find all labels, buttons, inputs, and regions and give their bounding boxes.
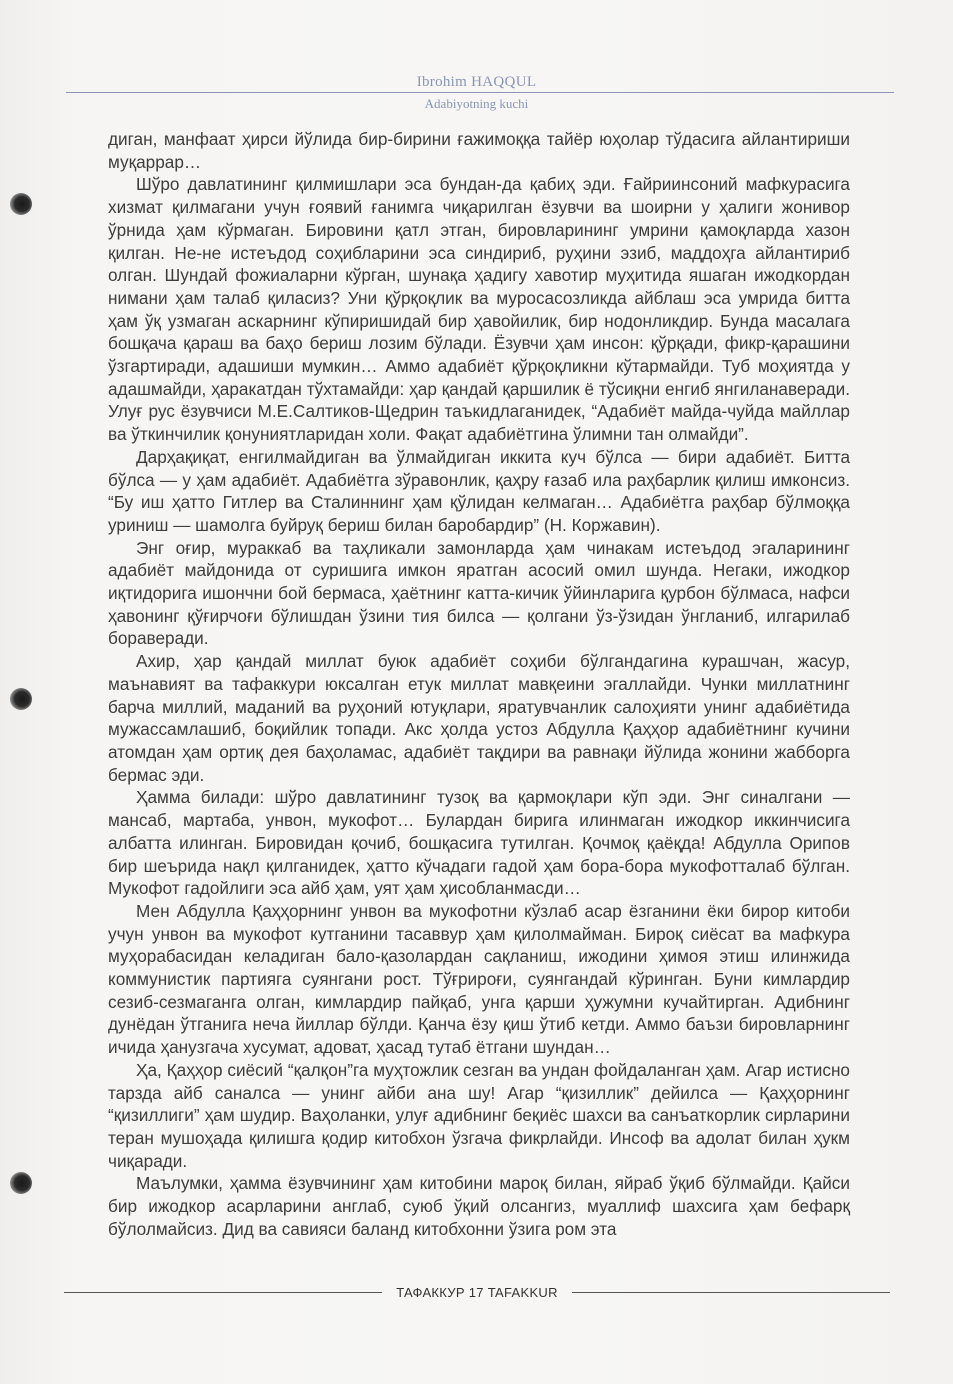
article-body [108, 128, 850, 1240]
footer-rule-left [64, 1292, 382, 1293]
paragraph: Маълумки, ҳамма ёзувчининг ҳам китобини мароқ билан, яйраб ўқиб бўлмайди. Қайси бир ижодкор асарларини англаб, суюб ўқий олсангиз, муаллиф шахсига ҳам бефарқ бўлолмайсиз. Дид ва савияси баланд китобхонни ўзига ром эта [108, 1173, 850, 1239]
footer-label [382, 1285, 572, 1300]
paragraph: Дарҳақиқат, енгилмайдиган ва ўлмайдиган иккита куч бўлса — бири адабиёт. Битта бўлса — у ҳам адабиёт. Адабиётга зўравонлик, қаҳру ғазаб ила раҳбарлик қилиш имконсиз. “Бу иш ҳатто Гитлер ва Сталиннинг ҳам қўлидан келмаган… Адабиётга раҳбар бўлмоққа уриниш — шамолга буйруқ бериш билан баробардир” (Н. Коржавин). [108, 446, 850, 535]
header-author: Ibrohim HAQQUL [416, 74, 537, 90]
punch-hole [10, 688, 32, 710]
footer-rule-right [572, 1292, 890, 1293]
punch-hole [10, 193, 32, 215]
header-divider [66, 92, 894, 93]
paragraph: Энг оғир, мураккаб ва таҳликали замонларда ҳам чинакам истеъдод эгаларининг адабиёт майдонида от суришига имкон яратган асосий омил шунда. Негаки, ижодкор иқтидорига ишончни бой бермаса, ҳаётнинг катта-кичик ўйинларига қурбон бўлмаса, нафси ҳавонинг қўғирчоғи бўлишдан ўзини тия билса — қолгани ўз-ўзидан ўнгланиб, илгарилаб бораверади. [108, 537, 850, 649]
punch-hole [10, 1172, 32, 1194]
footer-magazine-cyrillic: ТАФАККУР [396, 1284, 465, 1300]
paragraph: Шўро давлатининг қилмишлари эса бундан-да қабиҳ эди. Ғайриинсоний мафкурасига хизмат қилмагани учун ғоявий ғанимга чиқарилган ёзувчи ва шоирни у ҳалиги жонивор ўрнида ҳам кўрмаган. Бировини қатл этган, бировларининг умрини қамоқларда хазон қилган. Не-не истеъдод соҳибларини эса синдириб, руҳини эзиб, маддоҳга айлантириб олган. Шундай фожиаларни кўрган, шунақа ҳадигу хавотир муҳитида яшаган ижодкордан нимани ҳам талаб қиласиз? Уни қўрқоқлик ва муросасозликда айблаш эса умрида битта ҳам ўқ узмаган аскарнинг кўпиришидай бир ҳавойилик, бир нодонликдир. Бунда масалага бошқача қараш ва баҳо бериш лозим бўлади. Ёзувчи ҳам инсон: қўрқади, фикр-қарашини ўзгартиради, адашиши мумкин… Аммо адабиёт қўрқоқликни кўтармайди. Туб моҳиятда у адашмайди, ҳаракатдан тўхтамайди: ҳар қандай қаршилик ё тўсиқни енгиб янгиланаверади. Улуғ рус ёзувчиси М.Е.Салтиков-Щедрин таъкидлаганидек, “Адабиёт майда-чуйда майллар ва ўткинчилик қонуниятларидан холи. Фақат адабиётгина ўлимни тан олмайди”. [108, 174, 850, 445]
page-footer [64, 1283, 890, 1301]
header-article-title: Adabiyotning kuchi [424, 96, 529, 111]
paragraph: Ҳа, Қаҳҳор сиёсий “қалқон”га муҳтожлик сезган ва ундан фойдаланган ҳам. Агар истисно тарзда айб саналса — унинг айби ана шу! Агар “қизиллик” дейилса — Қаҳҳорнинг “қизиллиги” ҳам шудир. Ваҳоланки, улуғ адибнинг беқиёс шахси ва санъаткорлик сирларини теран мушоҳада қилишга қодир китобхон ўзгача фикрлайди. Инсоф ва адолат билан ҳукм чиқаради. [108, 1059, 850, 1171]
page-number: 17 [468, 1284, 484, 1300]
paragraph: Мен Абдулла Қаҳҳорнинг унвон ва мукофотни кўзлаб асар ёзганини ёки бирор китоби учун унвон ва мукофот кутганини тасаввур ҳам қилолмайман. Бироқ сиёсат ва мафкура муҳорабасидан келадиган бало-қазолардан сақланиш, ижодини ҳимоя этиш илинжида коммунистик партияга суянгани рост. Тўғрироғи, суянгандай кўринган. Буни кимлардир сезиб-сезмаганга олган, кимлардир пайқаб, унга қарши ҳужумни кучайтирган. Адибнинг дунёдан ўтганига неча йиллар бўлди. Қанча ёзу қиш ўтиб кетди. Аммо баъзи бировларнинг ичида ҳанузгача хусумат, адоват, ҳасад тутаб ётгани шундан… [108, 900, 850, 1058]
paragraph: диган, манфаат ҳирси йўлида бир-бирини ғажимоққа тайёр юҳолар тўдасига айлантириши муқаррар… [108, 129, 850, 172]
paragraph: Ахир, ҳар қандай миллат буюк адабиёт соҳиби бўлгандагина курашчан, жасур, маънавият ва тафаккури юксалган етук миллат мавқеини эгаллайди. Чунки миллатнинг барча миллий, маданий ва руҳоний ютуқлари, яратувчанлик салоҳияти унинг адабиётида мужассамлашиб, боқийлик топади. Акс ҳолда устоз Абдулла Қаҳҳор адабиётнинг кучини атомдан ҳам ортиқ дея баҳоламас, адабиёт тақдири ва равнақи йўлида жонини жабборга бермас эди. [108, 651, 850, 785]
paragraph: Ҳамма билади: шўро давлатининг тузоқ ва қармоқлари кўп эди. Энг синалгани — мансаб, мартаба, унвон, мукофот… Булардан бирига илинмаган ижодкор иккинчисига албатта илинган. Бировидан қочиб, бошқасига тутилган. Қочмоқ қаёқда! Абдулла Орипов бир шеърида нақл қилганидек, ҳатто кўчадаги гадой ҳам бора-бора мукофотталаб бўлган. Мукофот гадойлиги эса айб ҳам, уят ҳам ҳисобланмасди… [108, 787, 850, 899]
footer-magazine-latin: TAFAKKUR [487, 1284, 558, 1300]
